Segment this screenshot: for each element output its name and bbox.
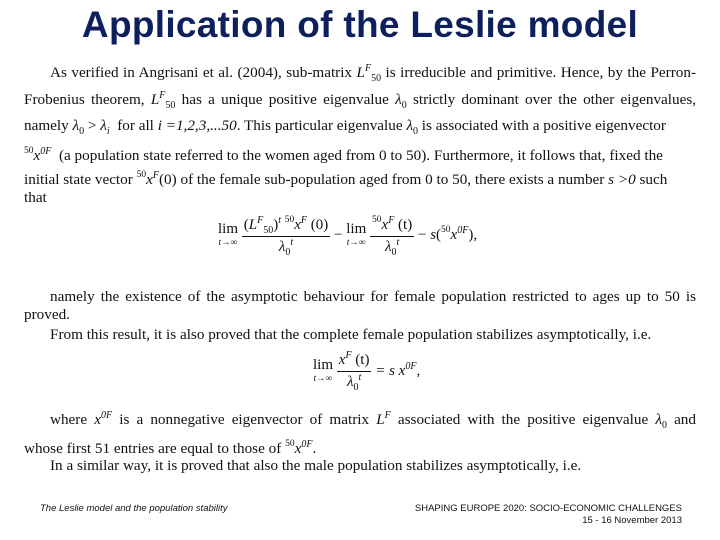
footer-conference: [415, 503, 682, 527]
text-segment: . This particular eigenvalue: [236, 117, 403, 134]
limit-operator: lim t→∞: [218, 220, 239, 248]
footer-conference-name: SHAPING EUROPE 2020: SOCIO-ECONOMIC CHALLENGES: [414, 503, 682, 514]
paragraph1-line3: [24, 117, 696, 138]
text-segment: whose first 51 entries are equal to those of: [24, 440, 282, 457]
eigenvector-x0F: $x^{0F}$: [94, 409, 113, 428]
paragraph1-line1: [24, 62, 696, 85]
paragraph2-line2: proved.: [24, 306, 70, 323]
paragraph2-line3: From this result, it is also proved that the complete female population stabilizes asymptotically, i.e.: [50, 326, 652, 343]
lambda0-symbol: $\lambda_0$: [655, 411, 667, 432]
matrix-L50F: $L^F_{50}$: [356, 62, 382, 85]
lambda0-symbol: $\lambda_0$: [406, 117, 418, 138]
fraction-3: $\frac{x^F (t)}{\lambda_0^t}$: [338, 350, 370, 393]
text-segment: Frobenius theorem,: [24, 91, 145, 108]
state-vector-50xF0: $^{50}x^F(0)$: [136, 169, 177, 188]
footer-presentation-title: The Leslie model and the population stability: [40, 503, 228, 514]
text-segment: where: [50, 411, 88, 428]
equation-2: lim t→∞ $\frac{x^F (t)}{\lambda_0^t}$ = s $x^{0F}$,: [313, 350, 421, 393]
paragraph1-line2: [24, 89, 697, 112]
limit-operator: lim t→∞: [346, 220, 367, 248]
s-positive: s >0: [608, 171, 636, 188]
paragraph2-line1: namely the existence of the asymptotic behaviour for female population restricted to ages up to 50 is: [50, 288, 696, 305]
lambda0-gt-lambdai: $\lambda_0 > \lambda_i$: [72, 117, 110, 138]
fraction-2: $\frac{^{50}x^F (t)}{\lambda_0^t}$: [372, 215, 413, 258]
text-segment: is a nonnegative eigenvector of matrix: [119, 411, 370, 428]
text-segment: of the female sub-population aged from 0 to 50, there exists a number: [180, 171, 605, 188]
index-range: i =1,2,3,...50: [157, 117, 237, 134]
equation-1: lim t→∞ $\frac{(L^F_{50})^t ^{50}x^F (0)}{\lambda_0^t}$ − lim t→∞ $\frac{^{50}x^F (t)}{\lambda_0^t}$ − $s(^{50}x^{0F})$,: [218, 215, 478, 258]
text-segment: such: [639, 171, 668, 188]
paragraph3-line3: In a similar way, it is proved that also the male population stabilizes asymptotically, i.e.: [50, 457, 582, 474]
paragraph1-line6: that: [24, 189, 47, 206]
slide-title: Application of the Leslie model: [81, 4, 639, 45]
eigenvector-50x0F: $^{50}x^{0F}$: [24, 145, 52, 164]
text-segment: (a population state referred to the women aged from 0 to 50). Furthermore, it follows that, fixed the: [58, 147, 663, 164]
text-segment: associated with the positive eigenvalue: [397, 411, 649, 428]
paragraph3-line2: whose first 51 entries are equal to those of $^{50}x^{0F}$.: [24, 438, 317, 457]
text-segment: is associated with a positive eigenvector: [421, 117, 666, 134]
text-segment: for all: [117, 117, 154, 134]
text-segment: namely: [24, 117, 69, 134]
eigenvector-50x0F: $^{50}x^{0F}$: [285, 438, 313, 457]
text-segment: initial state vector: [24, 171, 133, 188]
text-segment: and: [674, 411, 696, 428]
text-segment: strictly dominant over the other eigenvalues,: [412, 91, 697, 108]
lambda0-symbol: $\lambda_0$: [395, 91, 407, 112]
paragraph3-line1: [24, 409, 696, 432]
limit-operator: lim t→∞: [313, 356, 334, 384]
matrix-L50F: $L^F_{50}$: [150, 89, 176, 112]
text-segment: As verified in Angrisani et al. (2004), sub-matrix: [50, 64, 353, 81]
fraction-1: $\frac{(L^F_{50})^t ^{50}x^F (0)}{\lambda_0^t}$: [243, 215, 329, 258]
footer-conference-date: 15 - 16 November 2013: [582, 515, 682, 526]
matrix-LF: $L^F$: [376, 409, 391, 428]
paragraph1-line4: [24, 142, 696, 165]
text-segment: has a unique positive eigenvalue: [181, 91, 389, 108]
paragraph1-line5: [24, 166, 696, 189]
text-segment: is irreducible and primitive. Hence, by the Perron-: [385, 64, 696, 81]
